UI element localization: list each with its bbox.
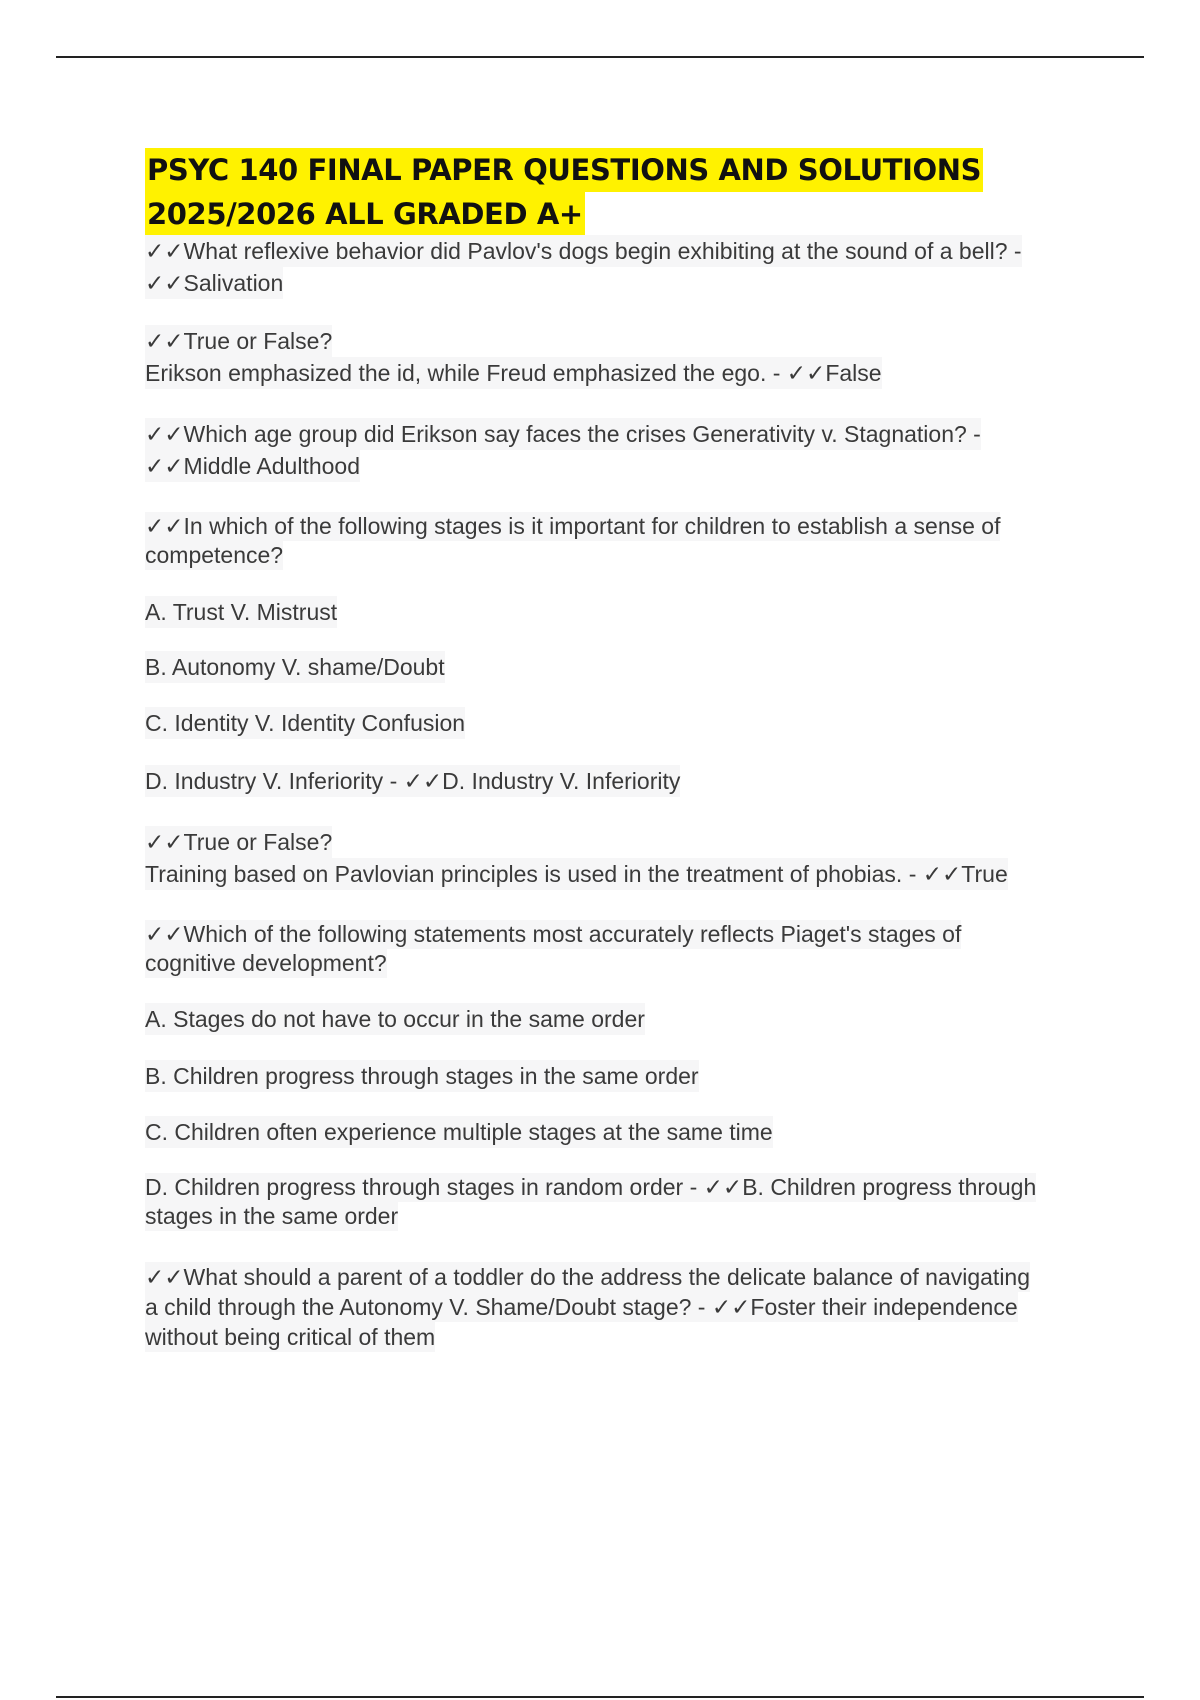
- qa-option: [145, 1003, 1085, 1035]
- qa-line: ✓✓Which age group did Erikson say faces the crises Generativity v. Stagnation? -: [145, 418, 981, 450]
- qa-line: A. Trust V. Mistrust: [145, 596, 337, 628]
- qa-line: ✓✓Salivation: [145, 267, 283, 299]
- qa-option: [145, 596, 1085, 628]
- qa-line: a child through the Autonomy V. Shame/Doubt stage? - ✓✓Foster their independence: [145, 1294, 1018, 1320]
- qa-line: without being critical of them: [145, 1324, 436, 1350]
- qa-line: ✓✓In which of the following stages is it important for children to establish a sense of: [145, 513, 1001, 539]
- qa-item-2: [145, 325, 1085, 389]
- qa-option: [145, 1060, 1085, 1092]
- qa-item-6: [145, 920, 1085, 978]
- title-line-2: 2025/2026 ALL GRADED A+: [145, 192, 585, 236]
- top-rule: [56, 56, 1144, 58]
- qa-option: [145, 765, 1085, 797]
- qa-line: C. Identity V. Identity Confusion: [145, 707, 465, 739]
- qa-line: D. Industry V. Inferiority - ✓✓D. Industry V. Inferiority: [145, 765, 680, 797]
- qa-line: B. Children progress through stages in the same order: [145, 1060, 699, 1092]
- qa-line: B. Autonomy V. shame/Doubt: [145, 651, 445, 683]
- qa-line: competence?: [145, 542, 284, 568]
- qa-item-4: [145, 512, 1085, 570]
- document-title: [145, 148, 1105, 236]
- qa-item-1: [145, 235, 1085, 299]
- bottom-rule: [56, 1696, 1144, 1698]
- title-line-1: PSYC 140 FINAL PAPER QUESTIONS AND SOLUTIONS: [145, 148, 983, 192]
- qa-option: [145, 1116, 1085, 1148]
- qa-line: C. Children often experience multiple stages at the same time: [145, 1116, 773, 1148]
- qa-item-3: [145, 418, 1085, 482]
- qa-line: stages in the same order: [145, 1203, 399, 1229]
- qa-item-5: [145, 826, 1085, 890]
- qa-option: [145, 1173, 1085, 1231]
- qa-option: [145, 707, 1085, 739]
- qa-item-7: [145, 1262, 1085, 1352]
- qa-line: Erikson emphasized the id, while Freud emphasized the ego. - ✓✓False: [145, 357, 882, 389]
- qa-line: ✓✓True or False?: [145, 826, 332, 858]
- qa-line: ✓✓Middle Adulthood: [145, 450, 360, 482]
- qa-line: A. Stages do not have to occur in the same order: [145, 1003, 645, 1035]
- qa-line: ✓✓What reflexive behavior did Pavlov's dogs begin exhibiting at the sound of a bell? -: [145, 235, 1022, 267]
- qa-line: ✓✓True or False?: [145, 325, 332, 357]
- qa-option: [145, 651, 1085, 683]
- qa-line: ✓✓Which of the following statements most accurately reflects Piaget's stages of: [145, 921, 962, 947]
- qa-line: Training based on Pavlovian principles is used in the treatment of phobias. - ✓✓True: [145, 858, 1008, 890]
- qa-line: D. Children progress through stages in random order - ✓✓B. Children progress through: [145, 1174, 1037, 1200]
- qa-line: ✓✓What should a parent of a toddler do the address the delicate balance of navigating: [145, 1264, 1031, 1290]
- qa-line: cognitive development?: [145, 950, 387, 976]
